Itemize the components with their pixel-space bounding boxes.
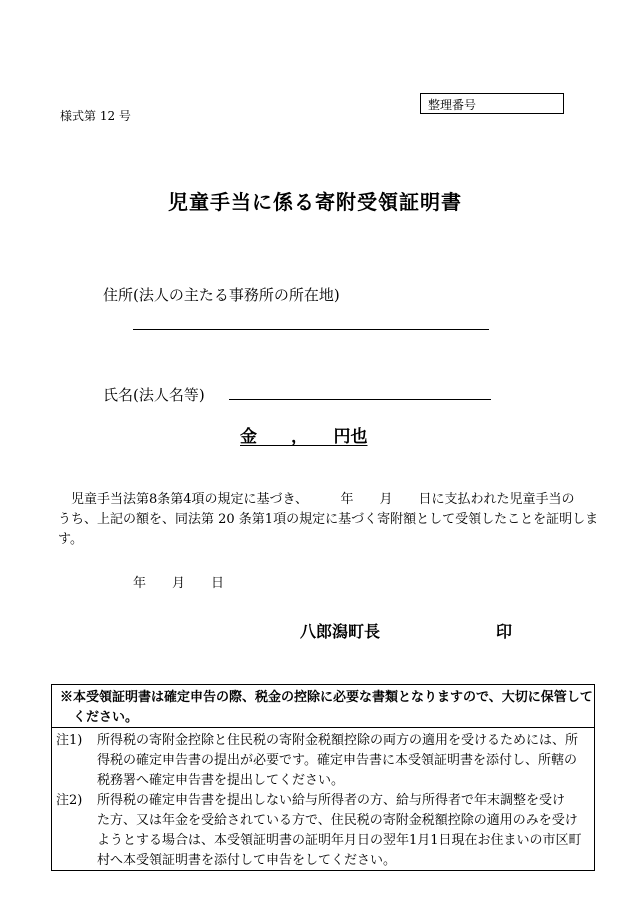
amount-text: 金 ， 円也: [240, 427, 368, 447]
note-1-line-2: 得税の確定申告書の提出が必要です。確定申告書に本受領証明書を添付し、所轄の: [97, 753, 577, 768]
note-2-mark: 注2): [56, 793, 83, 808]
note-1-line-3: 税務署へ確定申告書を提出してください。: [97, 773, 345, 788]
note-2-line-1: 所得税の確定申告書を提出しない給与所得者の方、給与所得者で年末調整を受け: [97, 793, 566, 808]
caution-line-1: ※本受領証明書は確定申告の際、税金の控除に必要な書類となりますので、大切に保管して: [60, 690, 593, 705]
caution-note: [52, 685, 594, 728]
name-label: 氏名(法人名等): [103, 386, 205, 404]
document-title: 児童手当に係る寄附受領証明書: [168, 190, 462, 214]
address-blank-line: [133, 329, 489, 330]
reference-number-label: 整理番号: [428, 98, 477, 112]
note-2: [52, 791, 594, 871]
note-1: [52, 728, 594, 791]
note-1-line-1: 所得税の寄附金控除と住民税の寄附金税額控除の両方の適用を受けるためには、所: [97, 733, 579, 748]
certification-line-3: す。: [58, 532, 83, 547]
issuer-title: 八郎潟町長: [300, 622, 381, 641]
certification-text: [58, 490, 599, 550]
issue-date: 年 月 日: [133, 576, 225, 591]
reference-number-box: [420, 93, 564, 114]
caution-line-2: ください。: [73, 710, 139, 725]
note-2-line-2: た方、又は年金を受給されている方で、住民税の寄附金税額控除の適用のみを受け: [97, 813, 578, 828]
note-2-line-3: ようとする場合は、本受領証明書の証明年月日の翌年1月1日現在お住まいの市区町: [97, 833, 582, 848]
name-blank-line: [229, 399, 491, 400]
seal-mark: 印: [496, 622, 513, 641]
notes-box: [51, 684, 595, 871]
certification-line-2: うち、上記の額を、同法第 20 条第1項の規定に基づく寄附額として受領したことを証明しま: [58, 512, 599, 527]
certification-line-1: 児童手当法第8条第4項の規定に基づき、 年 月 日に支払われた児童手当の: [71, 492, 575, 507]
address-label: 住所(法人の主たる事務所の所在地): [103, 286, 340, 304]
donation-amount: [240, 422, 368, 447]
form-number: 様式第 12 号: [60, 109, 131, 123]
note-1-mark: 注1): [56, 733, 83, 748]
note-2-line-4: 村へ本受領証明書を添付して申告をしてください。: [97, 853, 397, 868]
